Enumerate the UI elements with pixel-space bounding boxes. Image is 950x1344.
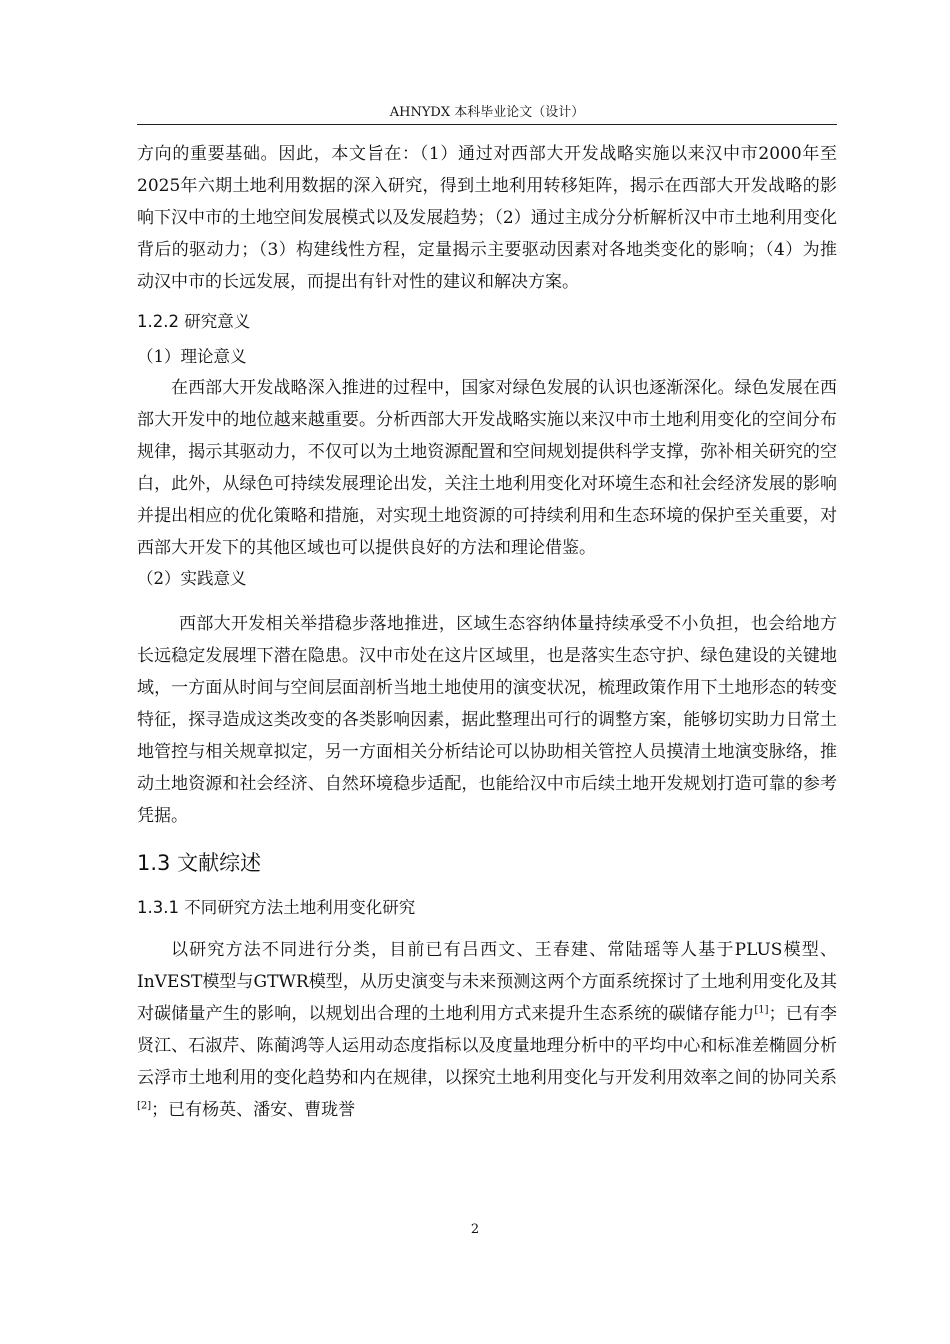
literature-text-b: ；已有李贤江、石淑芹、陈蔺鸿等人运用动态度指标以及度量地理分析中的平均中心和标准差椭圆分析云浮市土地利用的变化趋势和内在规律，以探究土地利用变化与开发利用效率之间的协同关系 <box>137 1004 838 1088</box>
section-heading-1-2-2: 1.2.2 研究意义 <box>137 312 251 331</box>
page-number: 2 <box>470 1222 480 1237</box>
intro-paragraph: 方向的重要基础。因此，本文旨在：（1）通过对西部大开发战略实施以来汉中市2000年至2025年六期土地利用数据的深入研究，得到土地利用转移矩阵，揭示在西部大开发战略的影响下汉中市的土地空间发展模式以及发展趋势；（2）通过主成分分析解析汉中市土地利用变化背后的驱动力；（3）构建线性方程，定量揭示主要驱动因素对各地类变化的影响；（4）为推动汉中市的长远发展，而提出有针对性的建议和解决方案。 <box>137 144 837 292</box>
subheading-practice: （2）实践意义 <box>137 569 247 588</box>
running-header: AHNYDX 本科毕业论文（设计） <box>137 104 837 125</box>
page-body <box>137 138 837 1126</box>
section-heading-1-3: 1.3 文献综述 <box>137 851 262 875</box>
practice-paragraph: 西部大开发相关举措稳步落地推进，区域生态容纳体量持续承受不小负担，也会给地方长远稳定发展埋下潜在隐患。汉中市处在这片区域里，也是落实生态守护、绿色建设的关键地域，一方面从时间与空间层面剖析当地土地使用的演变状况，梳理政策作用下土地形态的转变特征，探寻造成这类改变的各类影响因素，据此整理出可行的调整方案，能够切实助力日常土地管控与相关规章拟定，另一方面相关分析结论可以协助相关管控人员摸清土地演变脉络，推动土地资源和社会经济、自然环境稳步适配，也能给汉中市后续土地开发规划打造可靠的参考凭据。 <box>137 614 837 826</box>
literature-text-a: 以研究方法不同进行分类，目前已有吕西文、王春建、常陆瑶等人基于PLUS模型、InVEST模型与GTWR模型，从历史演变与未来预测这两个方面系统探讨了土地利用变化及其对碳储量产生的影响，以规划出合理的土地利用方式来提升生态系统的碳储存能力 <box>137 940 837 1024</box>
citation-1[interactable]: [1] <box>754 1004 769 1016</box>
section-heading-1-3-1: 1.3.1 不同研究方法土地利用变化研究 <box>137 898 416 917</box>
literature-paragraph <box>137 934 837 1126</box>
subheading-theory: （1）理论意义 <box>137 347 247 366</box>
literature-text-c: ；已有杨英、潘安、曹珑誉 <box>151 1100 356 1120</box>
citation-2[interactable]: [2] <box>137 1100 152 1112</box>
theory-paragraph: 在西部大开发战略深入推进的过程中，国家对绿色发展的认识也逐渐深化。绿色发展在西部大开发中的地位越来越重要。分析西部大开发战略实施以来汉中市土地利用变化的空间分布规律，揭示其驱动力，不仅可以为土地资源配置和空间规划提供科学支撑，弥补相关研究的空白，此外，从绿色可持续发展理论出发，关注土地利用变化对环境生态和社会经济发展的影响并提出相应的优化策略和措施，对实现土地资源的可持续利用和生态环境的保护至关重要，对西部大开发下的其他区域也可以提供良好的方法和理论借鉴。 <box>137 378 837 558</box>
